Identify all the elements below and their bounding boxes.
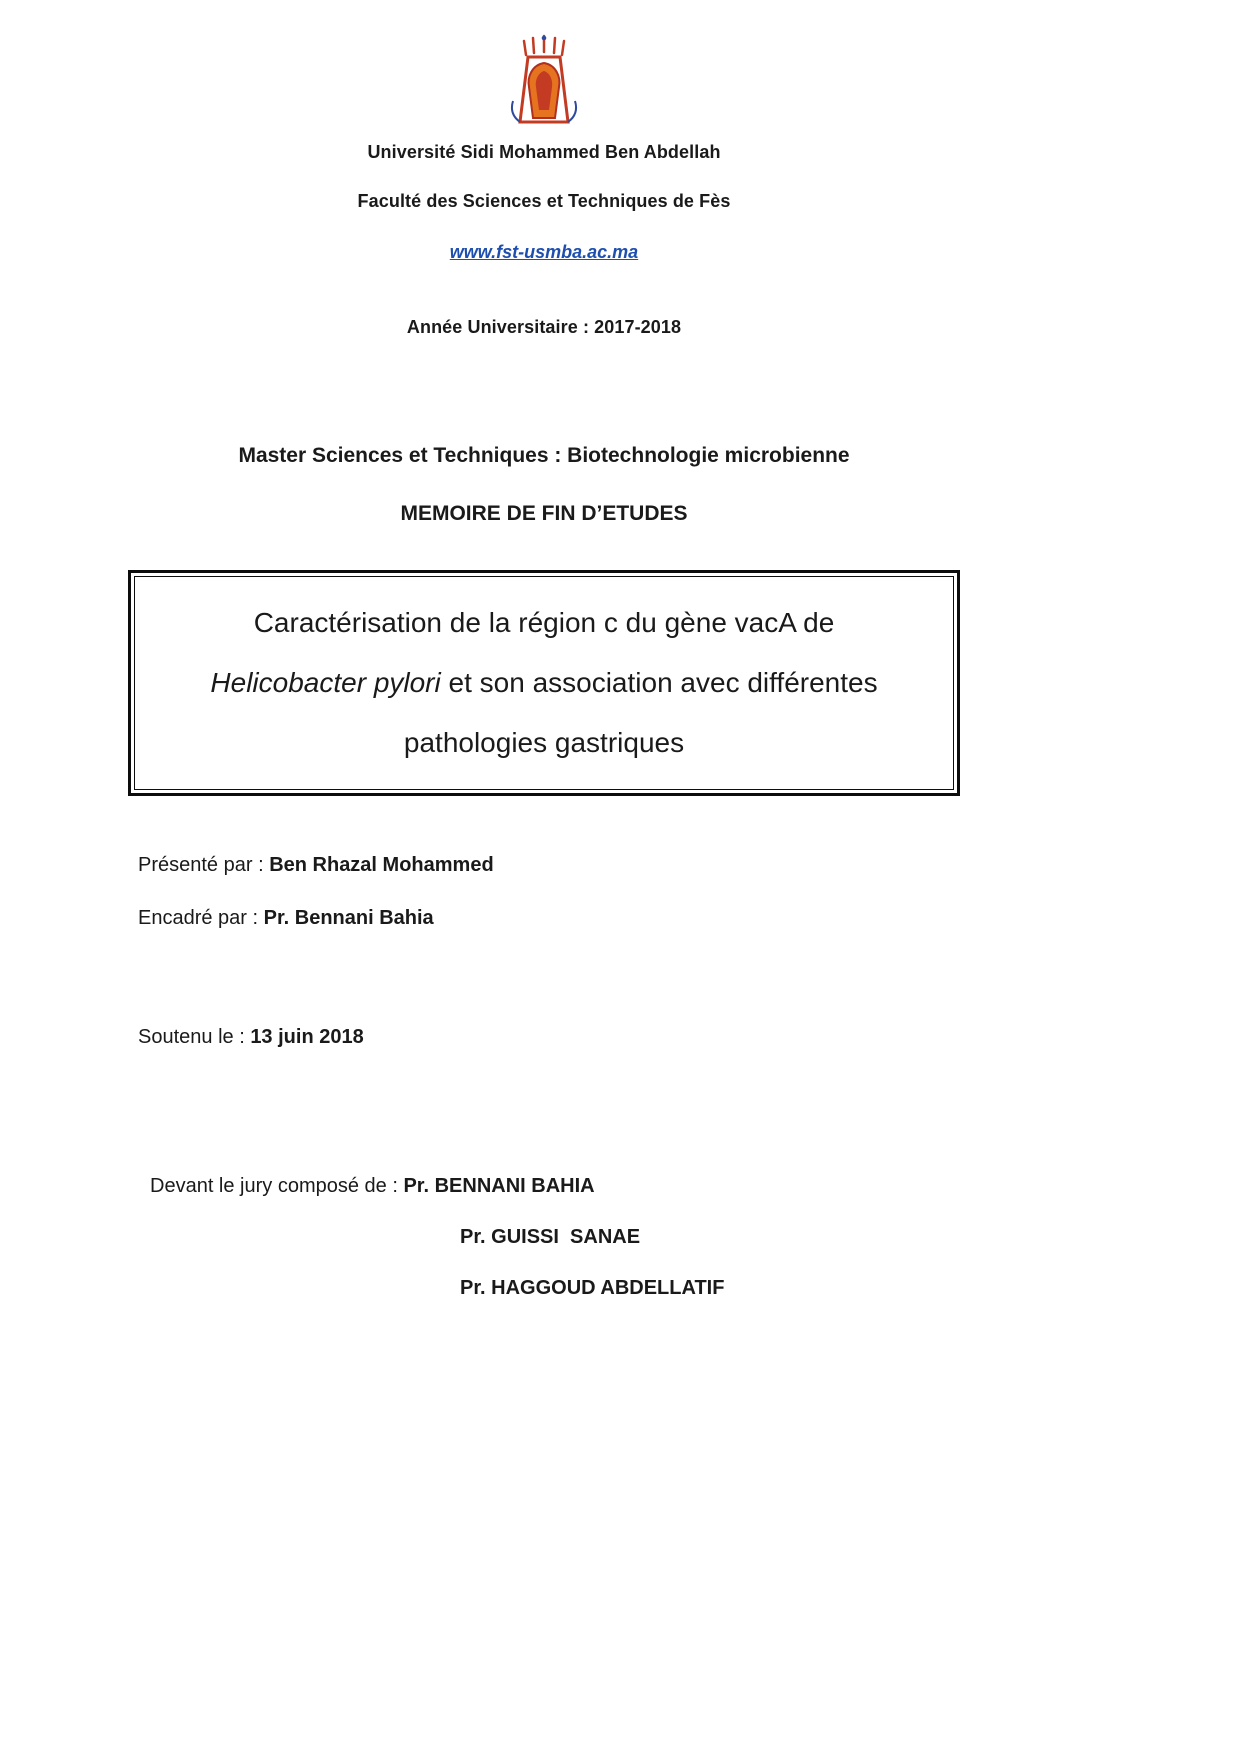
thesis-title-line1: Caractérisation de la région c du gène vacA de	[253, 607, 835, 638]
website-line	[128, 242, 960, 263]
thesis-title-box	[128, 570, 960, 796]
thesis-title-line3: pathologies gastriques	[403, 727, 685, 758]
supervised-by-line	[138, 907, 960, 930]
jury-member-1: Pr. BENNANI BAHIA	[403, 1175, 595, 1197]
document-type: MEMOIRE DE FIN D’ETUDES	[400, 502, 688, 525]
presented-by-line	[138, 854, 960, 877]
defense-date-label: Soutenu le :	[138, 1026, 251, 1048]
university-logo	[128, 34, 960, 126]
thesis-title-line2-rest: et son association avec différentes	[440, 667, 878, 698]
university-emblem-icon	[502, 34, 586, 126]
thesis-title-box-inner	[134, 576, 954, 790]
university-name: Université Sidi Mohammed Ben Abdellah	[367, 142, 721, 162]
defense-date-value: 13 juin 2018	[250, 1026, 364, 1048]
thesis-title-line2	[153, 653, 935, 713]
jury-intro-line	[150, 1175, 960, 1198]
website-link[interactable]: www.fst-usmba.ac.ma	[449, 242, 639, 262]
presented-by-value: Ben Rhazal Mohammed	[269, 854, 494, 876]
cover-content	[128, 0, 960, 1300]
jury-label: Devant le jury composé de :	[150, 1175, 404, 1197]
jury-member-2: Pr. GUISSI SANAE	[460, 1226, 641, 1248]
supervised-by-value: Pr. Bennani Bahia	[263, 907, 434, 929]
jury-member-3: Pr. HAGGOUD ABDELLATIF	[460, 1277, 725, 1299]
master-program: Master Sciences et Techniques : Biotechnologie microbienne	[238, 444, 850, 467]
supervised-by-label: Encadré par :	[138, 907, 264, 929]
species-name-italic: Helicobacter pylori	[210, 667, 441, 698]
defense-date-line	[138, 1026, 960, 1049]
presented-by-label: Présenté par :	[138, 854, 270, 876]
jury-section	[128, 1175, 960, 1300]
academic-year: Année Universitaire : 2017-2018	[406, 317, 682, 337]
faculty-name: Faculté des Sciences et Techniques de Fès	[357, 191, 731, 211]
